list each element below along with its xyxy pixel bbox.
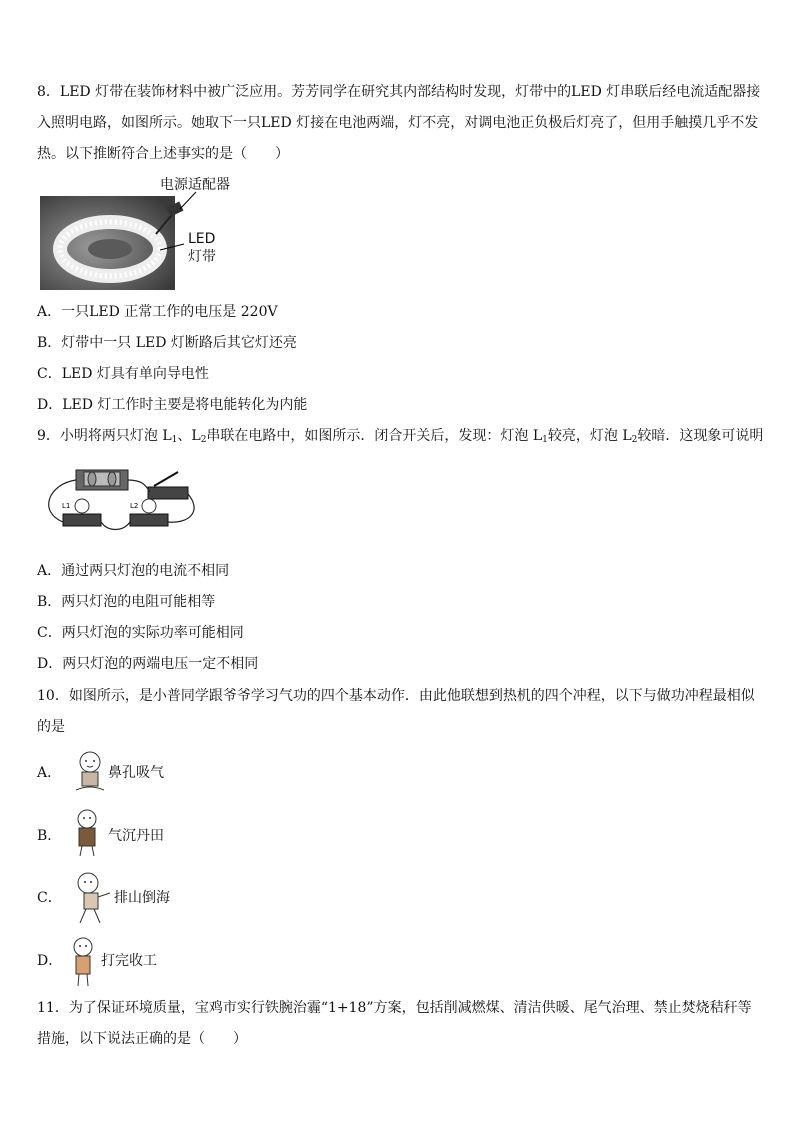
q8-option-c: C．LED 灯具有单向导电性 [37, 366, 209, 382]
qigong-figure-b [70, 808, 104, 858]
q9-option-d: D．两只灯泡的两端电压一定不相同 [37, 656, 259, 672]
q10-option-b-letter: B． [37, 828, 62, 844]
person-meditating-icon [70, 808, 104, 858]
bulb-l1-label: L1 [62, 502, 71, 510]
series-circuit-diagram [38, 462, 218, 542]
q9-text-b: 、L [177, 428, 201, 444]
circuit-figure [38, 462, 218, 542]
person-breathing-icon [72, 750, 108, 794]
q8-line-2: 入照明电路，如图所示。她取下一只LED 灯接在电池两端，灯不亮，对调电池正负极后灯亮了，但用手触摸几乎不发 [37, 115, 759, 131]
q8-option-d: D．LED 灯工作时主要是将电能转化为内能 [37, 397, 308, 413]
q9-option-a: A．通过两只灯泡的电流不相同 [37, 563, 230, 579]
q9-text-e: 较暗．这现象可说明 [637, 428, 764, 444]
q8-option-a: A．一只LED 正常工作的电压是 220V [37, 304, 278, 320]
q10-option-a-letter: A． [37, 765, 62, 781]
q9-option-b: B．两只灯泡的电阻可能相等 [37, 594, 216, 610]
q9-text-a: 9．小明将两只灯泡 L [37, 428, 172, 444]
q9-sub-2: 2 [200, 435, 207, 445]
power-adapter-label: 电源适配器 [160, 177, 230, 193]
q9-line-1 [37, 427, 763, 449]
qigong-figure-d [66, 936, 100, 988]
led-strip-figure [38, 174, 238, 292]
person-standing-icon [66, 936, 100, 988]
q10-option-d-letter: D． [37, 953, 63, 969]
q10-option-d-caption: 打完收工 [101, 953, 157, 969]
qigong-figure-c [72, 871, 112, 925]
q11-line-1: 11．为了保证环境质量，宝鸡市实行铁腕治霾“1+18”方案，包括削减燃煤、清洁供暖、尾气治理、禁止焚烧秸秆等 [37, 1000, 752, 1016]
q10-option-a-caption: 鼻孔吸气 [108, 765, 164, 781]
q8-line-3: 热。以下推断符合上述事实的是（ ） [37, 146, 289, 162]
q9-text-c: 串联在电路中，如图所示．闭合开关后，发现：灯泡 L [206, 428, 543, 444]
q9-sub-4: 2 [631, 435, 638, 445]
q8-line-1: 8．LED 灯带在装饰材料中被广泛应用。芳芳同学在研究其内部结构时发现，灯带中的LED 灯串联后经电流适配器接 [37, 84, 761, 100]
strip-label: 灯带 [188, 249, 216, 265]
q10-option-b-caption: 气沉丹田 [108, 828, 164, 844]
person-pushing-icon [72, 871, 112, 925]
led-label: LED [188, 231, 216, 247]
q10-option-c-letter: C． [37, 890, 62, 906]
q10-line-1: 10．如图所示，是小普同学跟爷爷学习气功的四个基本动作．由此他联想到热机的四个冲程，以下与做功冲程最相似 [37, 688, 755, 704]
q8-option-b: B．灯带中一只 LED 灯断路后其它灯还亮 [37, 335, 297, 351]
q11-line-2: 措施，以下说法正确的是（ ） [37, 1031, 247, 1047]
q9-sub-1: 1 [171, 435, 178, 445]
q9-option-c: C．两只灯泡的实际功率可能相同 [37, 625, 244, 641]
qigong-figure-a [72, 750, 108, 794]
q10-line-2: 的是 [37, 719, 65, 735]
bulb-l2-label: L2 [130, 502, 139, 510]
q9-sub-3: 1 [542, 435, 548, 445]
q9-text-d: 较亮，灯泡 L [547, 428, 632, 444]
q10-option-c-caption: 排山倒海 [114, 890, 170, 906]
